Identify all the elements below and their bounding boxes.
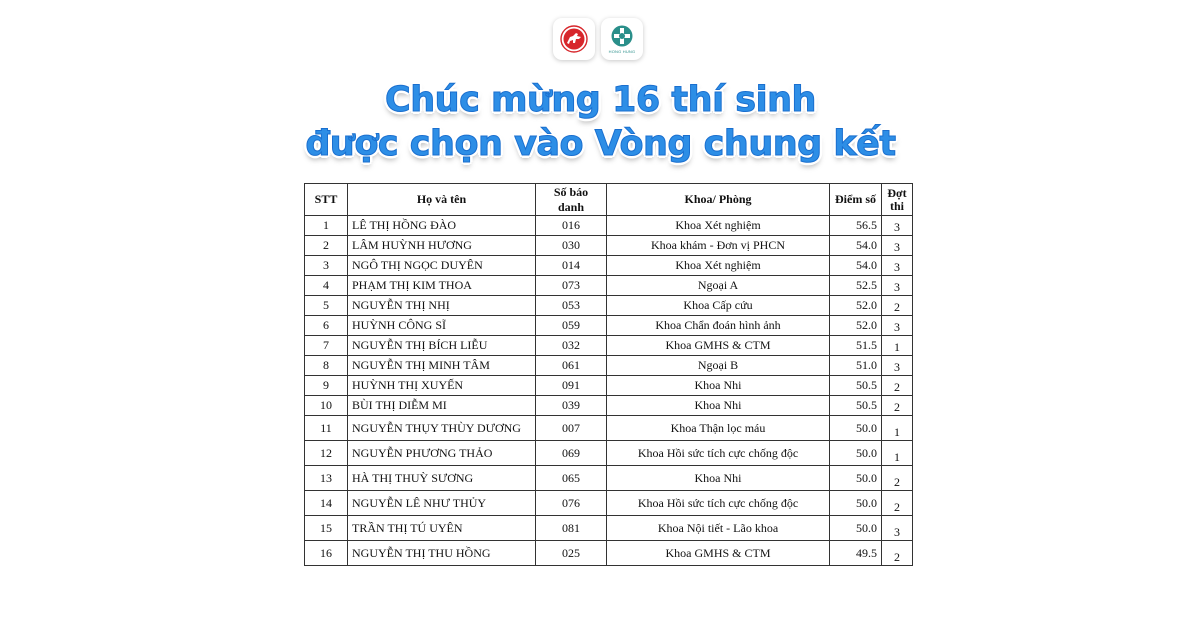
cell-diem: 50.0: [830, 491, 882, 516]
cell-khoa: Khoa Xét nghiệm: [607, 256, 830, 276]
table-row: [305, 316, 913, 336]
cell-name: NGÔ THỊ NGỌC DUYÊN: [348, 256, 536, 276]
header-diem: Điểm số: [830, 184, 882, 216]
cell-sbd: 069: [536, 441, 607, 466]
table-row: [305, 491, 913, 516]
cell-sbd: 030: [536, 236, 607, 256]
table-row: [305, 376, 913, 396]
cell-sbd: 073: [536, 276, 607, 296]
cell-sbd: 016: [536, 216, 607, 236]
cell-dot: 2: [882, 491, 913, 516]
cell-sbd: 053: [536, 296, 607, 316]
cell-khoa: Khoa Hồi sức tích cực chống độc: [607, 441, 830, 466]
hong-hung-logo-text: HONG HUNG: [608, 49, 636, 54]
cell-dot: 1: [882, 441, 913, 466]
cell-sbd: 032: [536, 336, 607, 356]
cell-dot: 1: [882, 336, 913, 356]
cell-sbd: 039: [536, 396, 607, 416]
cell-name: PHẠM THỊ KIM THOA: [348, 276, 536, 296]
cell-khoa: Khoa Chẩn đoán hình ảnh: [607, 316, 830, 336]
cell-name: NGUYỄN THỊ NHỊ: [348, 296, 536, 316]
cell-stt: 13: [305, 466, 348, 491]
table-row: [305, 396, 913, 416]
table-row: [305, 441, 913, 466]
cell-name: NGUYỄN THỊ MINH TÂM: [348, 356, 536, 376]
table-row: [305, 236, 913, 256]
cell-dot: 3: [882, 216, 913, 236]
table-body: [305, 216, 913, 566]
results-table: [304, 183, 913, 566]
cell-dot: 3: [882, 256, 913, 276]
header-stt: STT: [305, 184, 348, 216]
cell-name: BÙI THỊ DIỄM MI: [348, 396, 536, 416]
cell-dot: 2: [882, 296, 913, 316]
cell-diem: 54.0: [830, 236, 882, 256]
cell-diem: 51.5: [830, 336, 882, 356]
cell-diem: 49.5: [830, 541, 882, 566]
cell-dot: 3: [882, 276, 913, 296]
cell-khoa: Khoa Nhi: [607, 396, 830, 416]
cell-dot: 2: [882, 396, 913, 416]
cell-diem: 52.5: [830, 276, 882, 296]
header-sbd: Số báo danh: [536, 184, 607, 216]
cell-stt: 4: [305, 276, 348, 296]
cell-diem: 52.0: [830, 296, 882, 316]
cell-diem: 52.0: [830, 316, 882, 336]
cell-khoa: Khoa GMHS & CTM: [607, 541, 830, 566]
cell-name: NGUYỄN PHƯƠNG THẢO: [348, 441, 536, 466]
cell-khoa: Khoa Nội tiết - Lão khoa: [607, 516, 830, 541]
cell-dot: 2: [882, 376, 913, 396]
cell-dot: 3: [882, 316, 913, 336]
cell-sbd: 025: [536, 541, 607, 566]
cell-name: TRẦN THỊ TÚ UYÊN: [348, 516, 536, 541]
cell-name: HUỲNH CÔNG SĨ: [348, 316, 536, 336]
header-khoa: Khoa/ Phòng: [607, 184, 830, 216]
cell-stt: 14: [305, 491, 348, 516]
cell-name: HUỲNH THỊ XUYẾN: [348, 376, 536, 396]
cell-stt: 3: [305, 256, 348, 276]
cell-diem: 50.5: [830, 396, 882, 416]
hong-hung-logo: [601, 18, 643, 60]
cell-diem: 50.0: [830, 466, 882, 491]
table-row: [305, 466, 913, 491]
headline-line-1: Chúc mừng 16 thí sinh: [385, 80, 816, 120]
table-row: [305, 256, 913, 276]
cell-name: NGUYỄN THỤY THÙY DƯƠNG: [348, 416, 536, 441]
cell-name: NGUYỄN LÊ NHƯ THỦY: [348, 491, 536, 516]
cell-khoa: Khoa Cấp cứu: [607, 296, 830, 316]
cell-khoa: Khoa GMHS & CTM: [607, 336, 830, 356]
table-row: [305, 296, 913, 316]
headline-line-2: được chọn vào Vòng chung kết: [305, 124, 896, 164]
table-row: [305, 216, 913, 236]
cell-stt: 16: [305, 541, 348, 566]
table-row: [305, 516, 913, 541]
cell-diem: 50.0: [830, 516, 882, 541]
cell-khoa: Ngoại B: [607, 356, 830, 376]
cell-stt: 12: [305, 441, 348, 466]
cell-stt: 7: [305, 336, 348, 356]
cell-khoa: Khoa Nhi: [607, 466, 830, 491]
cell-name: LÊ THỊ HỒNG ĐÀO: [348, 216, 536, 236]
red-horse-logo-icon: [559, 24, 589, 54]
cell-sbd: 007: [536, 416, 607, 441]
cell-name: NGUYỄN THỊ THU HỒNG: [348, 541, 536, 566]
red-horse-logo: [553, 18, 595, 60]
cell-khoa: Khoa khám - Đơn vị PHCN: [607, 236, 830, 256]
cell-dot: 3: [882, 356, 913, 376]
cell-stt: 1: [305, 216, 348, 236]
table-row: [305, 276, 913, 296]
cell-khoa: Khoa Xét nghiệm: [607, 216, 830, 236]
cell-dot: 3: [882, 236, 913, 256]
cell-khoa: Khoa Hồi sức tích cực chống độc: [607, 491, 830, 516]
table-row: [305, 541, 913, 566]
cell-sbd: 081: [536, 516, 607, 541]
logo-group: [553, 18, 643, 60]
cell-khoa: Khoa Nhi: [607, 376, 830, 396]
cell-stt: 11: [305, 416, 348, 441]
cell-khoa: Khoa Thận lọc máu: [607, 416, 830, 441]
cell-dot: 2: [882, 466, 913, 491]
hong-hung-hospital-logo-icon: [609, 24, 635, 48]
cell-sbd: 091: [536, 376, 607, 396]
cell-sbd: 059: [536, 316, 607, 336]
cell-name: HÀ THỊ THUỲ SƯƠNG: [348, 466, 536, 491]
cell-stt: 9: [305, 376, 348, 396]
cell-sbd: 014: [536, 256, 607, 276]
cell-name: NGUYỄN THỊ BÍCH LIỄU: [348, 336, 536, 356]
header-dot: Đợt thi: [882, 184, 913, 216]
headline: [0, 78, 1201, 166]
cell-dot: 2: [882, 541, 913, 566]
cell-name: LÂM HUỲNH HƯƠNG: [348, 236, 536, 256]
table-header-row: [305, 184, 913, 216]
cell-stt: 5: [305, 296, 348, 316]
cell-khoa: Ngoại A: [607, 276, 830, 296]
table-row: [305, 356, 913, 376]
table-row: [305, 416, 913, 441]
cell-sbd: 065: [536, 466, 607, 491]
cell-diem: 51.0: [830, 356, 882, 376]
cell-stt: 6: [305, 316, 348, 336]
cell-diem: 50.0: [830, 441, 882, 466]
cell-diem: 50.5: [830, 376, 882, 396]
cell-stt: 15: [305, 516, 348, 541]
cell-dot: 1: [882, 416, 913, 441]
cell-sbd: 076: [536, 491, 607, 516]
cell-diem: 56.5: [830, 216, 882, 236]
cell-diem: 54.0: [830, 256, 882, 276]
header-name: Họ và tên: [348, 184, 536, 216]
cell-sbd: 061: [536, 356, 607, 376]
cell-stt: 2: [305, 236, 348, 256]
cell-dot: 3: [882, 516, 913, 541]
table-row: [305, 336, 913, 356]
cell-stt: 10: [305, 396, 348, 416]
cell-diem: 50.0: [830, 416, 882, 441]
cell-stt: 8: [305, 356, 348, 376]
